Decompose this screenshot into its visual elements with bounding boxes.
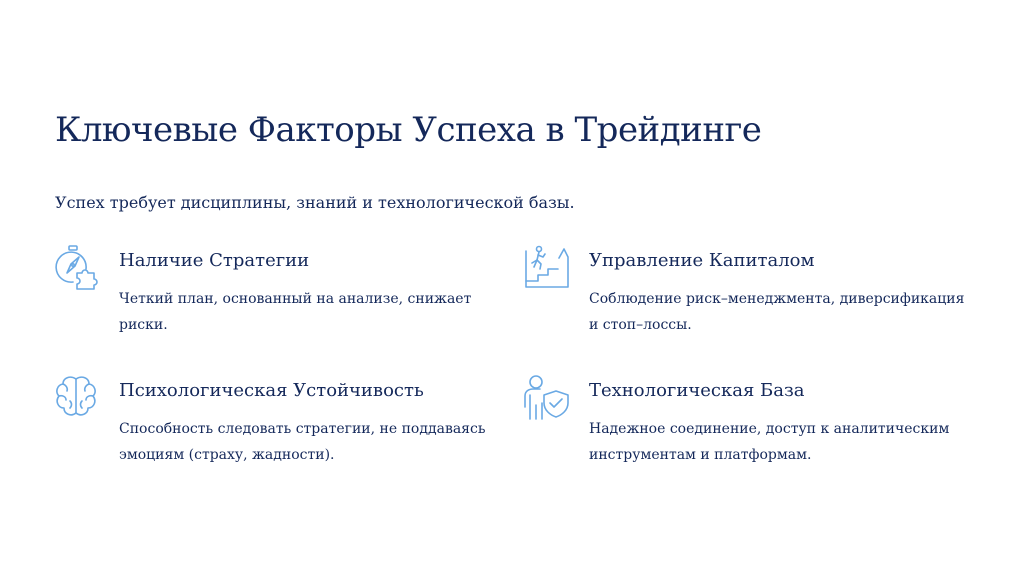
factor-description: Соблюдение риск–менеджмента, диверсификация и стоп–лоссы. <box>589 291 965 333</box>
climbing-stairs-icon <box>522 243 570 291</box>
factor-title: Наличие Стратегии <box>119 250 310 271</box>
factor-title: Управление Капиталом <box>589 250 815 271</box>
factor-card-capital <box>522 243 965 353</box>
compass-puzzle-icon <box>52 243 100 291</box>
factor-description: Способность следовать стратегии, не поддаваясь эмоциям (страху, жадности). <box>119 421 486 463</box>
factor-card-psychology <box>52 373 486 483</box>
factor-title: Технологическая База <box>589 380 805 401</box>
factor-title: Психологическая Устойчивость <box>119 380 424 401</box>
factor-description: Четкий план, основанный на анализе, снижает риски. <box>119 291 472 333</box>
factor-description: Надежное соединение, доступ к аналитическим инструментам и платформам. <box>589 421 950 463</box>
factor-card-tech <box>522 373 950 483</box>
page-title: Ключевые Факторы Успеха в Трейдинге <box>55 110 762 150</box>
factor-card-strategy <box>52 243 472 353</box>
brain-icon <box>52 373 100 421</box>
page-subtitle: Успех требует дисциплины, знаний и технологической базы. <box>55 193 575 212</box>
user-shield-icon <box>522 373 570 421</box>
